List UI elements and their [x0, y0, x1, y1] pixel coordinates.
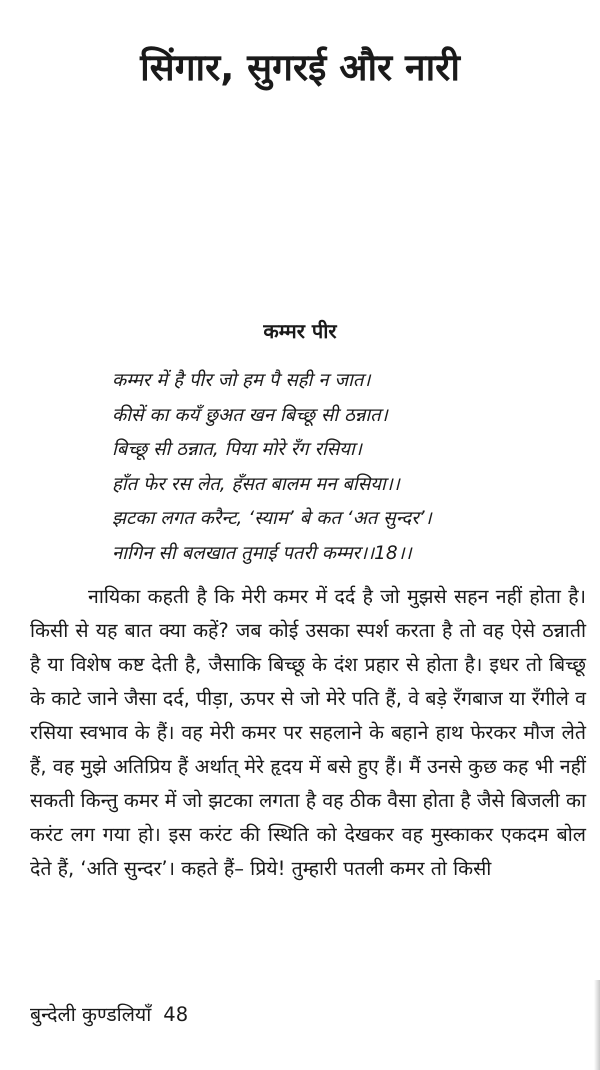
page-edge-shadow — [594, 980, 600, 1070]
poem-line: हाँत फेर रस लेत, हँसत बालम मन बसिया।। — [112, 473, 400, 495]
explanation-paragraph: नायिका कहती है कि मेरी कमर में दर्द है जो मुझसे सहन नहीं होता है। किसी से यह बात क्या कहें? जब कोई उसका स्पर्श करता है तो वह ऐसे ठन्नाती है या विशेष कष्ट देती है, जैसाकि बिच्छू के दंश प्रहार से होता है। इधर तो बिच्छू के काटे जाने जैसा दर्द, पीड़ा, ऊपर से जो मेरे पति हैं, वे बड़े रँगबाज या रँगीले व रसिया स्वभाव के हैं। वह मेरी कमर पर सहलाने के बहाने हाथ फेरकर मौज लेते हैं, वह मुझे अतिप्रिय हैं अर्थात् मेरे हृदय में बसे हुए हैं। मैं उनसे कुछ कह भी नहीं सकती किन्तु कमर में जो झटका लगता है वह ठीक वैसा होता है जैसे बिजली का करंट लग गया हो। इस करंट की स्थिति को देखकर वह मुस्काकर एकदम बोल देते हैं, ‘अति सुन्दर’। कहते हैं– प्रिये! तुम्हारी पतली कमर तो किसी — [30, 585, 586, 880]
poem-line: झटका लगत करैन्ट, ‘स्याम’ बे कत ‘अत सुन्दर’। — [112, 508, 432, 529]
poem-stanza — [112, 364, 552, 571]
poem-line: नागिन सी बलखात तुमाई पतरी कम्मर।।18।। — [112, 542, 412, 564]
page-number: 48 — [163, 1003, 189, 1026]
poem-title: कम्मर पीर — [263, 319, 337, 343]
page-footer — [30, 1000, 188, 1030]
page-title: सिंगार, सुगरई और नारी — [140, 46, 460, 89]
footer-book-title: बुन्देली कुण्डलियाँ — [30, 1003, 152, 1026]
poem-line: बिच्छू सी ठन्नात, पिया मोरे रँग रसिया। — [112, 439, 362, 460]
poem-line: कम्मर में है पीर जो हम पै सही न जात। — [112, 370, 371, 391]
poem-line: कीसें का कयँ छुअत खन बिच्छू सी ठन्नात। — [112, 404, 388, 426]
